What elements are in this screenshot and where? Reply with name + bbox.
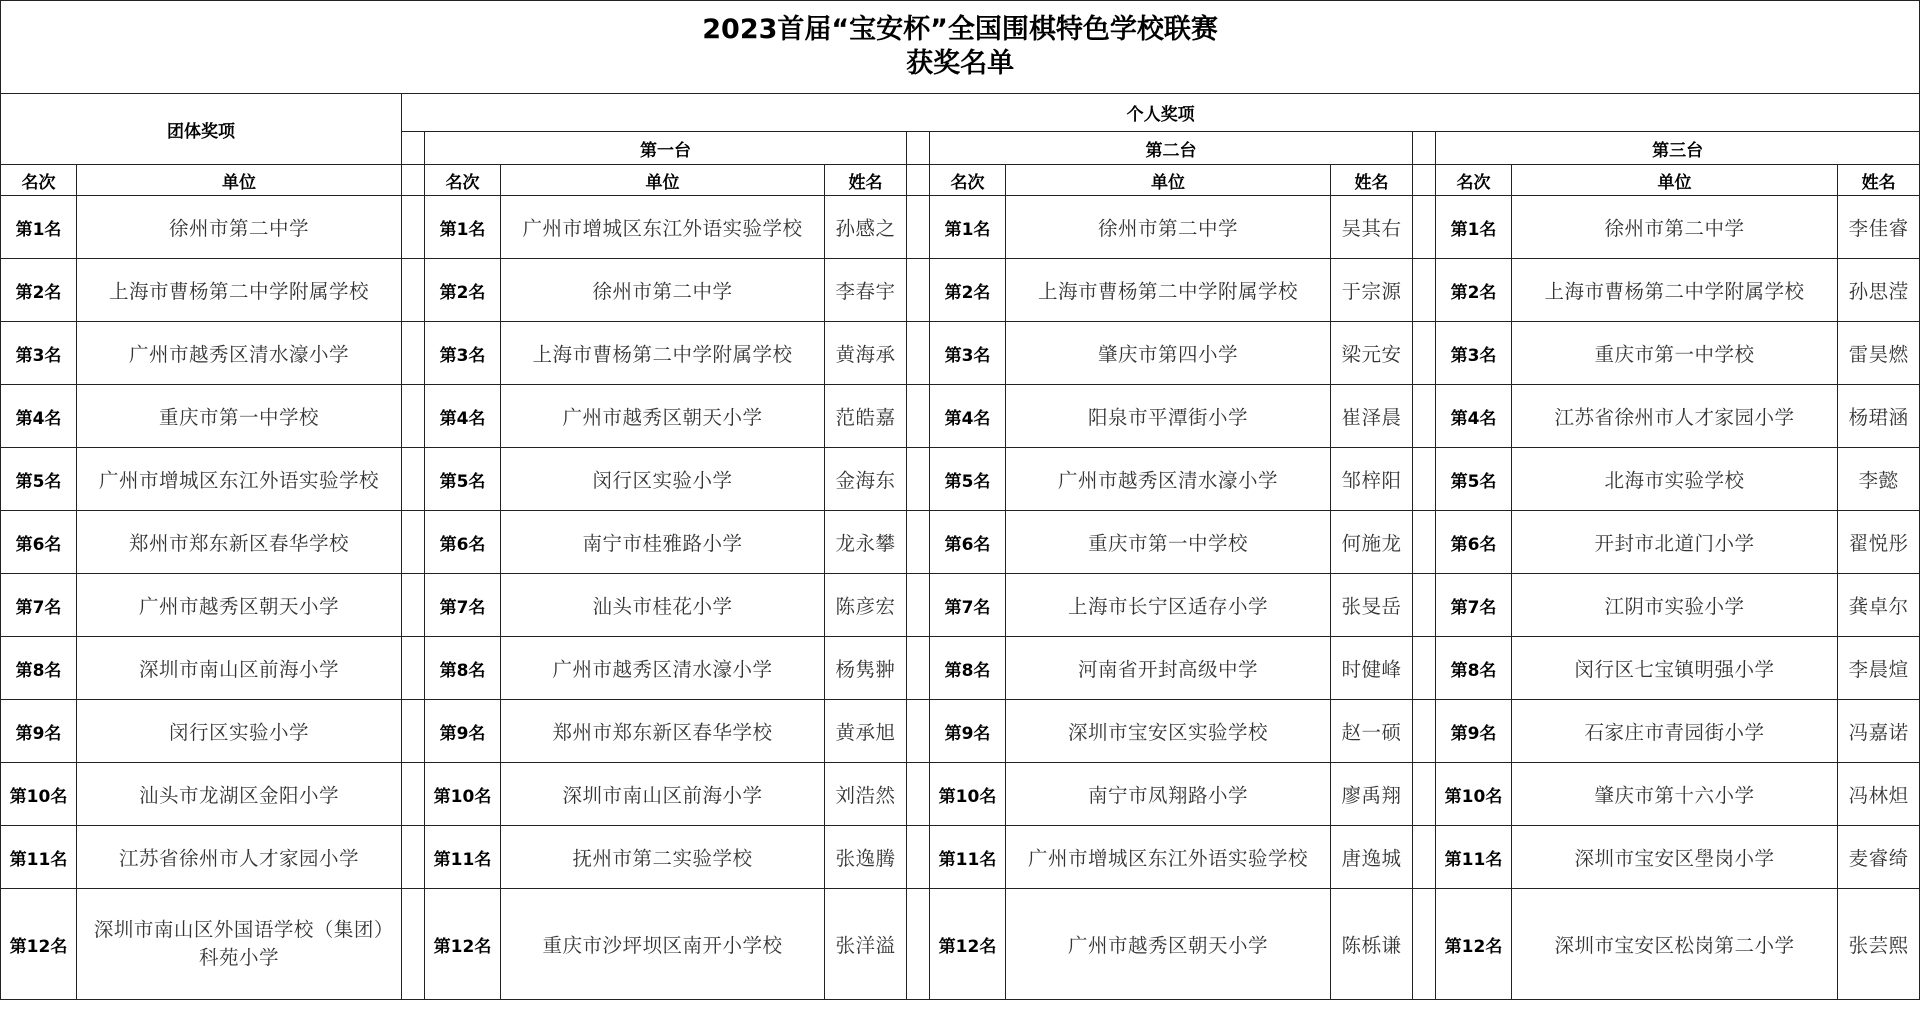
table-row	[1, 700, 1920, 763]
team-unit-cell: 广州市增城区东江外语实验学校	[77, 448, 402, 511]
board-1-name-cell: 张逸腾	[825, 826, 907, 889]
board-2-header: 第二台	[930, 132, 1413, 165]
board-1-rank-cell: 第11名	[425, 826, 501, 889]
board-1-unit-cell: 广州市越秀区朝天小学	[501, 385, 825, 448]
board-2-name-cell: 陈栎谦	[1331, 889, 1413, 1000]
team-rank-cell: 第11名	[1, 826, 77, 889]
board-3-unit-cell: 开封市北道门小学	[1512, 511, 1838, 574]
team-unit-cell: 江苏省徐州市人才家园小学	[77, 826, 402, 889]
board-1-name-cell: 杨隽翀	[825, 637, 907, 700]
board-1-rank-cell: 第8名	[425, 637, 501, 700]
board-3-name-cell: 雷昊燃	[1838, 322, 1920, 385]
board-2-name-cell: 何施龙	[1331, 511, 1413, 574]
board-3-unit-cell: 闵行区七宝镇明强小学	[1512, 637, 1838, 700]
page-subtitle: 获奖名单	[906, 48, 1015, 79]
team-unit-cell: 上海市曹杨第二中学附属学校	[77, 259, 402, 322]
gap-cell	[907, 196, 930, 259]
gap-cell	[402, 700, 425, 763]
board-1-unit-cell: 郑州市郑东新区春华学校	[501, 700, 825, 763]
gap-cell	[907, 322, 930, 385]
team-rank-cell: 第6名	[1, 511, 77, 574]
board-3-unit-cell: 北海市实验学校	[1512, 448, 1838, 511]
table-row	[1, 385, 1920, 448]
team-rank-cell: 第12名	[1, 889, 77, 1000]
board-3-name-cell: 冯林炟	[1838, 763, 1920, 826]
board-2-name-col-header: 姓名	[1331, 165, 1413, 196]
table-row	[1, 637, 1920, 700]
board-2-rank-cell: 第1名	[930, 196, 1006, 259]
table-row	[1, 826, 1920, 889]
board-3-name-cell: 杨珺涵	[1838, 385, 1920, 448]
board-1-rank-cell: 第5名	[425, 448, 501, 511]
team-rank-cell: 第3名	[1, 322, 77, 385]
board-2-name-cell: 唐逸城	[1331, 826, 1413, 889]
board-2-name-cell: 崔泽晨	[1331, 385, 1413, 448]
table-row	[1, 511, 1920, 574]
board-2-rank-cell: 第3名	[930, 322, 1006, 385]
board-1-name-cell: 孙感之	[825, 196, 907, 259]
gap-cell	[907, 889, 930, 1000]
table-row	[1, 196, 1920, 259]
gap-cell	[907, 385, 930, 448]
board-3-rank-col-header: 名次	[1436, 165, 1512, 196]
board-3-name-cell: 翟悦彤	[1838, 511, 1920, 574]
gap-cell	[1413, 385, 1436, 448]
gap-cell	[402, 448, 425, 511]
board-3-unit-cell: 徐州市第二中学	[1512, 196, 1838, 259]
gap-cell	[907, 259, 930, 322]
board-1-rank-cell: 第1名	[425, 196, 501, 259]
board-1-rank-cell: 第9名	[425, 700, 501, 763]
board-1-name-cell: 刘浩然	[825, 763, 907, 826]
board-2-rank-cell: 第5名	[930, 448, 1006, 511]
individual-awards-header: 个人奖项	[402, 94, 1920, 132]
board-1-unit-cell: 徐州市第二中学	[501, 259, 825, 322]
board-3-rank-cell: 第12名	[1436, 889, 1512, 1000]
gap-cell	[1413, 196, 1436, 259]
gap-cell	[402, 196, 425, 259]
board-1-rank-cell: 第2名	[425, 259, 501, 322]
gap-cell	[402, 637, 425, 700]
board-3-name-cell: 冯嘉诺	[1838, 700, 1920, 763]
board-2-rank-cell: 第2名	[930, 259, 1006, 322]
board-3-rank-cell: 第5名	[1436, 448, 1512, 511]
board-1-unit-cell: 上海市曹杨第二中学附属学校	[501, 322, 825, 385]
board-3-rank-cell: 第3名	[1436, 322, 1512, 385]
gap-cell	[402, 385, 425, 448]
board-3-name-cell: 李懿	[1838, 448, 1920, 511]
board-2-unit-cell: 重庆市第一中学校	[1006, 511, 1331, 574]
gap-cell	[1413, 637, 1436, 700]
board-1-name-cell: 张洋溢	[825, 889, 907, 1000]
table-row	[1, 259, 1920, 322]
board-3-name-cell: 孙思滢	[1838, 259, 1920, 322]
board-3-unit-cell: 肇庆市第十六小学	[1512, 763, 1838, 826]
board-2-unit-col-header: 单位	[1006, 165, 1331, 196]
gap-cell	[402, 322, 425, 385]
board-2-name-cell: 张旻岳	[1331, 574, 1413, 637]
board-3-rank-cell: 第4名	[1436, 385, 1512, 448]
board-1-rank-cell: 第10名	[425, 763, 501, 826]
board-2-unit-cell: 河南省开封高级中学	[1006, 637, 1331, 700]
board-1-unit-cell: 深圳市南山区前海小学	[501, 763, 825, 826]
board-2-name-cell: 于宗源	[1331, 259, 1413, 322]
gap-cell	[907, 637, 930, 700]
board-2-unit-cell: 阳泉市平潭街小学	[1006, 385, 1331, 448]
board-3-unit-cell: 深圳市宝安区壆岗小学	[1512, 826, 1838, 889]
board-1-unit-cell: 南宁市桂雅路小学	[501, 511, 825, 574]
board-1-rank-cell: 第7名	[425, 574, 501, 637]
board-2-name-cell: 时健峰	[1331, 637, 1413, 700]
team-unit-cell: 郑州市郑东新区春华学校	[77, 511, 402, 574]
board-1-unit-cell: 闵行区实验小学	[501, 448, 825, 511]
gap-cell	[402, 574, 425, 637]
gap-cell	[907, 574, 930, 637]
board-3-name-cell: 龚卓尔	[1838, 574, 1920, 637]
team-unit-cell: 徐州市第二中学	[77, 196, 402, 259]
board-3-name-cell: 李晨煊	[1838, 637, 1920, 700]
board-1-name-cell: 范皓嘉	[825, 385, 907, 448]
board-2-rank-cell: 第12名	[930, 889, 1006, 1000]
gap-cell	[1413, 132, 1436, 165]
team-rank-cell: 第1名	[1, 196, 77, 259]
board-1-name-cell: 黄承旭	[825, 700, 907, 763]
team-rank-cell: 第5名	[1, 448, 77, 511]
team-rank-cell: 第4名	[1, 385, 77, 448]
team-unit-cell: 汕头市龙湖区金阳小学	[77, 763, 402, 826]
gap-cell	[907, 511, 930, 574]
board-2-rank-cell: 第11名	[930, 826, 1006, 889]
team-unit-cell: 深圳市南山区前海小学	[77, 637, 402, 700]
board-3-unit-cell: 石家庄市青园街小学	[1512, 700, 1838, 763]
board-3-rank-cell: 第8名	[1436, 637, 1512, 700]
team-unit-cell: 深圳市南山区外国语学校（集团）科苑小学	[77, 889, 402, 1000]
gap-cell	[1413, 700, 1436, 763]
board-1-unit-col-header: 单位	[501, 165, 825, 196]
gap-cell	[1413, 574, 1436, 637]
board-2-unit-cell: 广州市增城区东江外语实验学校	[1006, 826, 1331, 889]
gap-cell	[1413, 889, 1436, 1000]
board-3-unit-cell: 江苏省徐州市人才家园小学	[1512, 385, 1838, 448]
board-1-rank-cell: 第12名	[425, 889, 501, 1000]
board-2-unit-cell: 广州市越秀区清水濠小学	[1006, 448, 1331, 511]
table-row	[1, 763, 1920, 826]
team-unit-cell: 闵行区实验小学	[77, 700, 402, 763]
board-1-rank-cell: 第3名	[425, 322, 501, 385]
board-3-rank-cell: 第7名	[1436, 574, 1512, 637]
team-rank-cell: 第2名	[1, 259, 77, 322]
board-2-rank-cell: 第9名	[930, 700, 1006, 763]
board-3-unit-col-header: 单位	[1512, 165, 1838, 196]
gap-cell	[907, 763, 930, 826]
gap-cell	[907, 700, 930, 763]
board-3-name-cell: 麦睿绮	[1838, 826, 1920, 889]
board-1-rank-cell: 第6名	[425, 511, 501, 574]
board-3-rank-cell: 第11名	[1436, 826, 1512, 889]
table-row	[1, 889, 1920, 1000]
board-3-rank-cell: 第1名	[1436, 196, 1512, 259]
gap-cell	[1413, 763, 1436, 826]
board-2-rank-cell: 第6名	[930, 511, 1006, 574]
board-1-unit-cell: 抚州市第二实验学校	[501, 826, 825, 889]
board-3-unit-cell: 上海市曹杨第二中学附属学校	[1512, 259, 1838, 322]
board-2-name-cell: 梁元安	[1331, 322, 1413, 385]
gap-cell	[402, 826, 425, 889]
gap-cell	[402, 132, 425, 165]
gap-cell	[402, 889, 425, 1000]
team-unit-cell: 重庆市第一中学校	[77, 385, 402, 448]
page-title: 2023首届“宝安杯”全国围棋特色学校联赛	[702, 14, 1218, 45]
board-1-unit-cell: 广州市增城区东江外语实验学校	[501, 196, 825, 259]
team-rank-cell: 第9名	[1, 700, 77, 763]
board-1-name-cell: 李春宇	[825, 259, 907, 322]
team-rank-col-header: 名次	[1, 165, 77, 196]
team-unit-col-header: 单位	[77, 165, 402, 196]
board-2-rank-cell: 第10名	[930, 763, 1006, 826]
table-row	[1, 322, 1920, 385]
board-2-unit-cell: 深圳市宝安区实验学校	[1006, 700, 1331, 763]
board-1-header: 第一台	[425, 132, 907, 165]
board-2-unit-cell: 南宁市凤翔路小学	[1006, 763, 1331, 826]
gap-cell	[402, 165, 425, 196]
board-1-name-col-header: 姓名	[825, 165, 907, 196]
board-3-rank-cell: 第9名	[1436, 700, 1512, 763]
board-2-unit-cell: 徐州市第二中学	[1006, 196, 1331, 259]
gap-cell	[907, 448, 930, 511]
board-1-unit-cell: 汕头市桂花小学	[501, 574, 825, 637]
board-1-name-cell: 黄海承	[825, 322, 907, 385]
board-1-unit-cell: 广州市越秀区清水濠小学	[501, 637, 825, 700]
gap-cell	[402, 259, 425, 322]
board-3-rank-cell: 第10名	[1436, 763, 1512, 826]
gap-cell	[1413, 826, 1436, 889]
gap-cell	[1413, 322, 1436, 385]
board-3-rank-cell: 第2名	[1436, 259, 1512, 322]
gap-cell	[1413, 165, 1436, 196]
board-3-name-cell: 张芸熙	[1838, 889, 1920, 1000]
board-2-rank-col-header: 名次	[930, 165, 1006, 196]
board-2-name-cell: 邹梓阳	[1331, 448, 1413, 511]
board-3-name-cell: 李佳睿	[1838, 196, 1920, 259]
gap-cell	[402, 763, 425, 826]
board-2-rank-cell: 第8名	[930, 637, 1006, 700]
gap-cell	[907, 132, 930, 165]
board-3-unit-cell: 重庆市第一中学校	[1512, 322, 1838, 385]
board-2-rank-cell: 第7名	[930, 574, 1006, 637]
team-awards-header: 团体奖项	[1, 94, 402, 165]
board-2-name-cell: 廖禹翔	[1331, 763, 1413, 826]
team-unit-cell: 广州市越秀区朝天小学	[77, 574, 402, 637]
board-1-name-cell: 金海东	[825, 448, 907, 511]
gap-cell	[907, 826, 930, 889]
team-unit-cell: 广州市越秀区清水濠小学	[77, 322, 402, 385]
board-3-name-col-header: 姓名	[1838, 165, 1920, 196]
team-rank-cell: 第10名	[1, 763, 77, 826]
gap-cell	[907, 165, 930, 196]
board-2-name-cell: 吴其右	[1331, 196, 1413, 259]
table-row	[1, 574, 1920, 637]
gap-cell	[1413, 259, 1436, 322]
board-2-unit-cell: 上海市长宁区适存小学	[1006, 574, 1331, 637]
board-1-unit-cell: 重庆市沙坪坝区南开小学校	[501, 889, 825, 1000]
board-2-unit-cell: 广州市越秀区朝天小学	[1006, 889, 1331, 1000]
board-1-name-cell: 龙永攀	[825, 511, 907, 574]
board-3-rank-cell: 第6名	[1436, 511, 1512, 574]
board-3-unit-cell: 江阴市实验小学	[1512, 574, 1838, 637]
board-1-rank-col-header: 名次	[425, 165, 501, 196]
team-rank-cell: 第7名	[1, 574, 77, 637]
gap-cell	[1413, 511, 1436, 574]
gap-cell	[402, 511, 425, 574]
gap-cell	[1413, 448, 1436, 511]
board-2-unit-cell: 上海市曹杨第二中学附属学校	[1006, 259, 1331, 322]
board-1-name-cell: 陈彦宏	[825, 574, 907, 637]
team-rank-cell: 第8名	[1, 637, 77, 700]
board-3-header: 第三台	[1436, 132, 1920, 165]
board-2-name-cell: 赵一硕	[1331, 700, 1413, 763]
board-1-rank-cell: 第4名	[425, 385, 501, 448]
board-3-unit-cell: 深圳市宝安区松岗第二小学	[1512, 889, 1838, 1000]
title-cell	[1, 1, 1920, 94]
board-2-unit-cell: 肇庆市第四小学	[1006, 322, 1331, 385]
board-2-rank-cell: 第4名	[930, 385, 1006, 448]
table-row	[1, 448, 1920, 511]
